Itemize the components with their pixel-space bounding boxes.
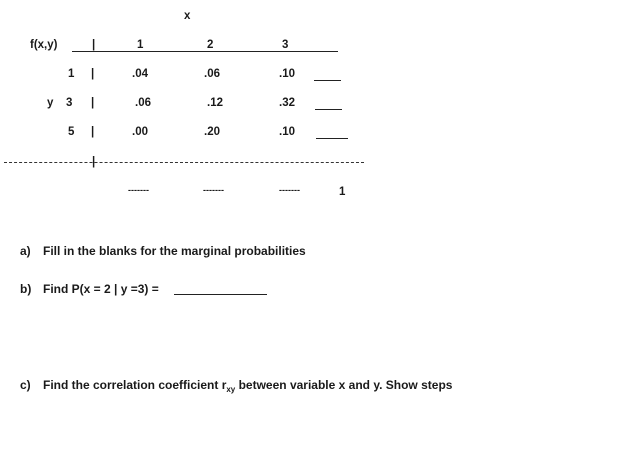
- row-y-value: 5: [68, 126, 75, 138]
- cell-value: .20: [204, 126, 220, 138]
- joint-pmf-label: f(x,y): [30, 39, 58, 51]
- x-variable-label: x: [184, 10, 191, 22]
- x-value-1: 1: [137, 39, 144, 51]
- cell-value: .04: [132, 68, 148, 80]
- row-y-value: 1: [68, 68, 75, 80]
- cell-value: .06: [204, 68, 220, 80]
- marginal-x-blank: -------: [128, 185, 149, 195]
- header-divider-bar: |: [92, 39, 96, 51]
- cell-value: .12: [207, 97, 223, 109]
- question-c-label: c): [20, 378, 31, 392]
- correlation-subscript: xy: [226, 385, 236, 394]
- marginal-x-blank: -------: [279, 185, 300, 195]
- y-variable-label: y: [47, 97, 54, 109]
- cell-value: .10: [279, 68, 295, 80]
- row-divider-bar: |: [91, 68, 95, 80]
- question-a-text: Fill in the blanks for the marginal probabilities: [43, 244, 306, 258]
- question-c-text-after: between variable x and y. Show steps: [235, 378, 453, 392]
- x-value-3: 3: [282, 39, 289, 51]
- cell-value: .10: [279, 126, 295, 138]
- question-c-text-before: Find the correlation coefficient r: [43, 378, 227, 392]
- marginal-x-blank: -------: [203, 185, 224, 195]
- header-underline: [72, 51, 338, 52]
- row-divider-bar: |: [91, 126, 95, 138]
- separator-divider-bar: |: [92, 156, 96, 168]
- answer-blank: [174, 294, 267, 295]
- cell-value: .00: [132, 126, 148, 138]
- cell-value: .32: [279, 97, 295, 109]
- marginal-y-blank: [314, 80, 341, 81]
- cell-value: .06: [135, 97, 151, 109]
- marginal-y-blank: [316, 138, 348, 139]
- separator-dashed-line: [4, 162, 364, 163]
- question-a-label: a): [20, 244, 31, 258]
- total-probability: 1: [339, 186, 346, 198]
- question-b-label: b): [20, 282, 32, 296]
- question-b-text: Find P(x = 2 | y =3) =: [43, 282, 159, 296]
- row-divider-bar: |: [91, 97, 95, 109]
- question-c-text: [43, 378, 453, 394]
- marginal-y-blank: [315, 109, 342, 110]
- row-y-value: 3: [66, 97, 73, 109]
- x-value-2: 2: [207, 39, 214, 51]
